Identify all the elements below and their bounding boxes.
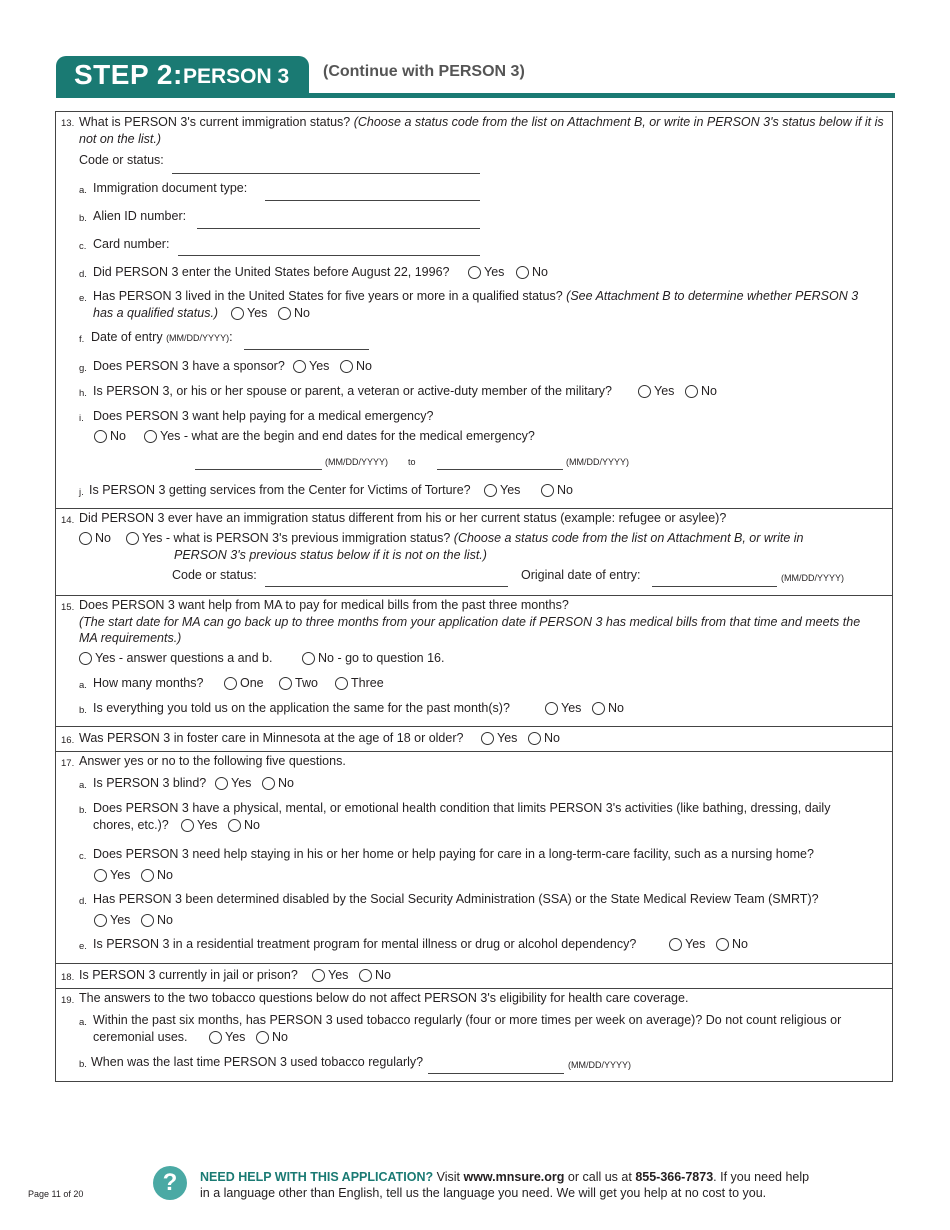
q13c-label: Card number: xyxy=(93,237,170,251)
q13g-label: Does PERSON 3 have a sponsor? xyxy=(93,359,285,373)
q15-note2: MA requirements.) xyxy=(79,631,182,645)
q13h-letter: h. xyxy=(79,388,87,399)
question-16 xyxy=(55,727,893,752)
help-line2: in a language other than English, tell us the language you need. We will get you help at no cost to you. xyxy=(200,1186,767,1200)
alien-id-input[interactable] xyxy=(197,228,480,229)
q15a-one-radio[interactable]: One xyxy=(224,676,264,690)
q13-question: What is PERSON 3's current immigration status? (Choose a status code from the list on Attachment B, or write in PERSON 3's status below if it is xyxy=(79,115,884,129)
q19-number: 19. xyxy=(61,995,75,1006)
q13h-yes-radio[interactable]: Yes xyxy=(638,384,674,398)
q14-orig-label: Original date of entry: xyxy=(521,568,641,582)
q13d-yes-radio[interactable]: Yes xyxy=(468,265,504,279)
q17c-yes-radio[interactable]: Yes xyxy=(94,868,130,882)
q13h-no-radio[interactable]: No xyxy=(685,384,717,398)
q15b-label: Is everything you told us on the application the same for the past month(s)? xyxy=(93,701,510,715)
q13-note: not on the list.) xyxy=(79,132,161,146)
q14-yes-radio[interactable]: Yes - what is PERSON 3's previous immigration status? (Choose a status code from the list on Attachment B, or write in xyxy=(126,531,803,545)
q17d-yes-radio[interactable]: Yes xyxy=(94,913,130,927)
q19b-label: When was the last time PERSON 3 used tobacco regularly? xyxy=(91,1055,424,1069)
q13a-label: Immigration document type: xyxy=(93,181,248,195)
q13e-yes-radio[interactable]: Yes xyxy=(231,306,267,320)
q13c-letter: c. xyxy=(79,241,87,252)
question-17 xyxy=(55,752,893,964)
q16-yes-radio[interactable]: Yes xyxy=(481,731,517,745)
q15-question: Does PERSON 3 want help from MA to pay for medical bills from the past three months? xyxy=(79,598,569,612)
step-label: STEP 2: xyxy=(74,59,183,90)
to-label: to xyxy=(408,457,416,467)
question-13 xyxy=(55,111,893,509)
q13e-note: has a qualified status.) xyxy=(93,306,219,320)
q13-code-label: Code or status: xyxy=(79,153,164,167)
phone-number[interactable]: 855-366-7873 xyxy=(635,1170,714,1184)
q16-no-radio[interactable]: No xyxy=(528,731,560,745)
q13j-letter: j. xyxy=(79,487,84,498)
q18-question: Is PERSON 3 currently in jail or prison? xyxy=(79,968,298,982)
immigration-document-type-input[interactable] xyxy=(265,200,480,201)
date-of-entry-input[interactable] xyxy=(244,349,369,350)
question-19 xyxy=(55,989,893,1082)
help-line1-end: . If you need help xyxy=(713,1170,810,1184)
emergency-end-date-input[interactable] xyxy=(437,469,563,470)
q13f-label: Date of entry (MM/DD/YYYY): xyxy=(91,330,233,344)
previous-status-input[interactable] xyxy=(265,586,508,587)
emergency-begin-date-input[interactable] xyxy=(195,469,322,470)
q17a-label: Is PERSON 3 blind? xyxy=(93,776,207,790)
q13e-letter: e. xyxy=(79,293,87,304)
q17e-yes-radio[interactable]: Yes xyxy=(669,937,705,951)
help-text xyxy=(200,1169,809,1201)
q13i-letter: i. xyxy=(79,413,84,424)
q13-number: 13. xyxy=(61,118,75,129)
continue-note: (Continue with PERSON 3) xyxy=(323,63,525,80)
q17d-label: Has PERSON 3 been determined disabled by the Social Security Administration (SSA) or the State Medical Review Team (SMRT)? xyxy=(93,892,819,906)
step-tab xyxy=(56,56,309,96)
original-date-format: (MM/DD/YYYY) xyxy=(781,573,844,583)
q13d-label: Did PERSON 3 enter the United States before August 22, 1996? xyxy=(93,265,450,279)
q13f-letter: f. xyxy=(79,334,85,345)
q15b-no-radio[interactable]: No xyxy=(592,701,624,715)
q17a-letter: a. xyxy=(79,780,87,791)
q13a-letter: a. xyxy=(79,185,87,196)
call-text: or call us at xyxy=(567,1170,632,1184)
q13j-label: Is PERSON 3 getting services from the Center for Victims of Torture? xyxy=(89,483,471,497)
q19a-label: Within the past six months, has PERSON 3 used tobacco regularly (four or more times per week on average)? Do not count religious or xyxy=(93,1013,842,1027)
q15-note1: (The start date for MA can go back up to three months from your application date if PERSON 3 has medical bills from that time and meets the xyxy=(79,615,861,629)
q19a-no-radio[interactable]: No xyxy=(256,1030,288,1044)
last-tobacco-date-input[interactable] xyxy=(428,1073,564,1074)
q13b-label: Alien ID number: xyxy=(93,209,187,223)
q17e-letter: e. xyxy=(79,941,87,952)
q17e-no-radio[interactable]: No xyxy=(716,937,748,951)
q13b-letter: b. xyxy=(79,213,87,224)
q18-yes-radio[interactable]: Yes xyxy=(312,968,348,982)
question-18 xyxy=(55,964,893,989)
q17a-yes-radio[interactable]: Yes xyxy=(215,776,251,790)
q13h-label: Is PERSON 3, or his or her spouse or parent, a veteran or active-duty member of the military? xyxy=(93,384,612,398)
q17b-label: Does PERSON 3 have a physical, mental, or emotional health condition that limits PERSON 3's activities (like bathing, dressing, daily xyxy=(93,801,831,815)
q17-number: 17. xyxy=(61,758,75,769)
q17a-no-radio[interactable]: No xyxy=(262,776,294,790)
tobacco-date-format: (MM/DD/YYYY) xyxy=(568,1060,631,1070)
original-entry-date-input[interactable] xyxy=(652,586,777,587)
q17e-label: Is PERSON 3 in a residential treatment program for mental illness or drug or alcohol dependency? xyxy=(93,937,637,951)
question-14 xyxy=(55,509,893,596)
q13g-yes-radio[interactable]: Yes xyxy=(293,359,329,373)
q17b-label-cont: chores, etc.)? xyxy=(93,818,169,832)
q16-number: 16. xyxy=(61,735,75,746)
q19a-label-cont: ceremonial uses. xyxy=(93,1030,188,1044)
page-number: Page 11 of 20 xyxy=(28,1189,84,1199)
q19b-letter: b. xyxy=(79,1059,87,1070)
q14-question: Did PERSON 3 ever have an immigration status different from his or her current status (example: refugee or asylee)? xyxy=(79,511,727,525)
end-date-format: (MM/DD/YYYY) xyxy=(566,457,629,467)
q13j-yes-radio[interactable]: Yes xyxy=(484,483,520,497)
q17d-no-radio[interactable]: No xyxy=(141,913,173,927)
help-question-icon: ? xyxy=(153,1166,187,1200)
q15-number: 15. xyxy=(61,602,75,613)
q13i-label: Does PERSON 3 want help paying for a medical emergency? xyxy=(93,409,434,423)
q18-no-radio[interactable]: No xyxy=(359,968,391,982)
q18-number: 18. xyxy=(61,972,75,983)
q13d-letter: d. xyxy=(79,269,87,280)
q15b-yes-radio[interactable]: Yes xyxy=(545,701,581,715)
q13g-letter: g. xyxy=(79,363,87,374)
q15-no-radio[interactable]: No - go to question 16. xyxy=(302,651,444,665)
q16-question: Was PERSON 3 in foster care in Minnesota at the age of 18 or older? xyxy=(79,731,464,745)
question-15 xyxy=(55,596,893,727)
q15-yes-radio[interactable]: Yes - answer questions a and b. xyxy=(79,651,272,665)
q13d-no-radio[interactable]: No xyxy=(516,265,548,279)
q15b-letter: b. xyxy=(79,705,87,716)
q13i-no-radio[interactable]: No xyxy=(94,429,126,443)
q13e-label: Has PERSON 3 lived in the United States for five years or more in a qualified status? (See Attachment B to determine whether PERSON 3 xyxy=(93,289,859,303)
need-help-heading: NEED HELP WITH THIS APPLICATION? xyxy=(200,1170,434,1184)
q13i-yes-radio[interactable]: Yes - what are the begin and end dates for the medical emergency? xyxy=(144,429,535,443)
begin-date-format: (MM/DD/YYYY) xyxy=(325,457,388,467)
q17-question: Answer yes or no to the following five questions. xyxy=(79,754,346,768)
q19a-yes-radio[interactable]: Yes xyxy=(209,1030,245,1044)
card-number-input[interactable] xyxy=(178,255,480,256)
q17b-letter: b. xyxy=(79,805,87,816)
q19a-letter: a. xyxy=(79,1017,87,1028)
header-rule xyxy=(56,93,895,98)
mnsure-link[interactable]: www.mnsure.org xyxy=(463,1170,565,1184)
q15a-two-radio[interactable]: Two xyxy=(279,676,318,690)
q17b-no-radio[interactable]: No xyxy=(228,818,260,832)
q13-code-input[interactable] xyxy=(172,173,480,174)
q14-number: 14. xyxy=(61,515,75,526)
q17b-yes-radio[interactable]: Yes xyxy=(181,818,217,832)
person-label: PERSON 3 xyxy=(183,65,290,88)
q14-no-radio[interactable]: No xyxy=(79,531,111,545)
q19-question: The answers to the two tobacco questions below do not affect PERSON 3's eligibility for health care coverage. xyxy=(79,991,689,1005)
q13g-no-radio[interactable]: No xyxy=(340,359,372,373)
q14-code-label: Code or status: xyxy=(172,568,257,582)
q13j-no-radio[interactable]: No xyxy=(541,483,573,497)
q15a-label: How many months? xyxy=(93,676,204,690)
q17c-label: Does PERSON 3 need help staying in his or her home or help paying for care in a long-term-care facility, such as a nursing home? xyxy=(93,847,814,861)
q15a-letter: a. xyxy=(79,680,87,691)
q14-note: PERSON 3's previous status below if it is not on the list.) xyxy=(174,548,487,562)
q17c-letter: c. xyxy=(79,851,87,862)
q17c-no-radio[interactable]: No xyxy=(141,868,173,882)
q15a-three-radio[interactable]: Three xyxy=(335,676,384,690)
q17d-letter: d. xyxy=(79,896,87,907)
q13e-no-radio[interactable]: No xyxy=(278,306,310,320)
visit-text: Visit xyxy=(436,1170,460,1184)
